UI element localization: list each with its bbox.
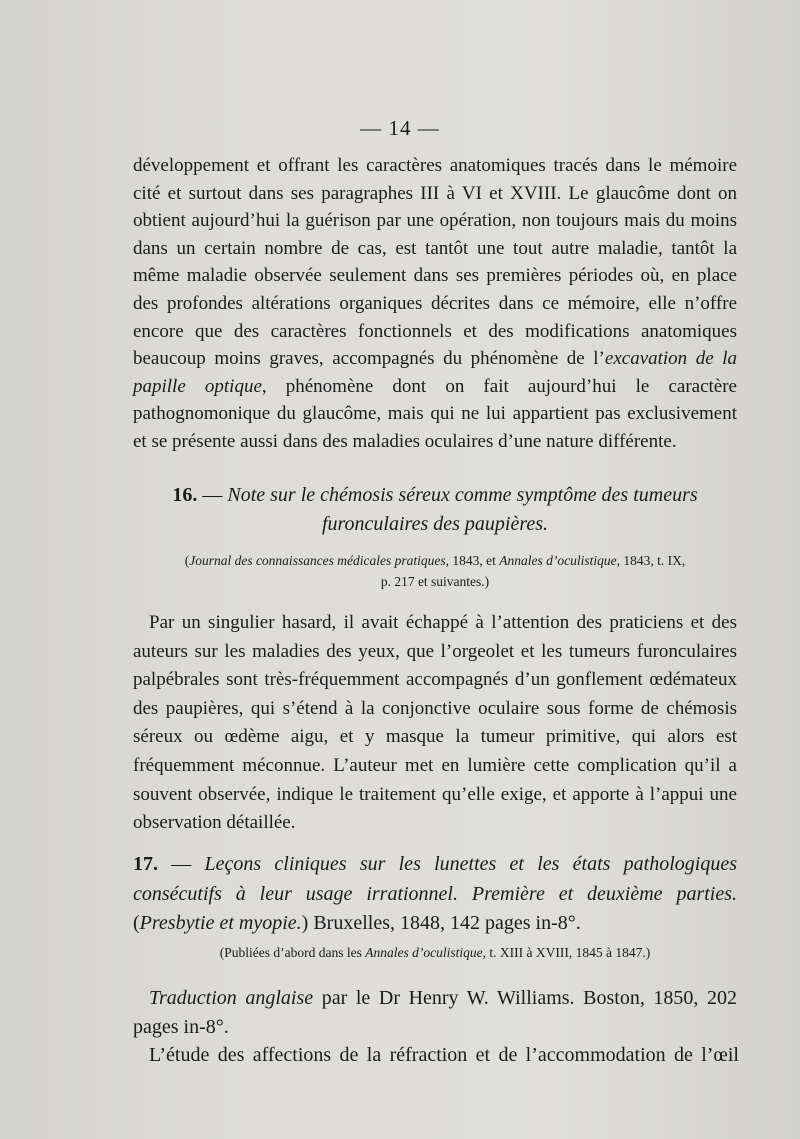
entry-16-line1: [133, 481, 737, 510]
entry-16-reference-pages: p. 217 et suivantes.): [380, 574, 490, 589]
entry-17: 17. — Leçons cliniques sur les lunettes et les états pathologiques consécutifs à leur usage irrationnel. Première et deuxième parties. (Presbytie et myopie.) Bruxelles, 1848, 142 pages in-8°.: [133, 853, 737, 934]
translation-label: Traduction anglaise: [149, 987, 314, 1009]
paragraph-chemosis: Par un singulier hasard, il avait échappé à l’attention des praticiens et des auteurs sur les maladies des yeux, que l’orgeolet et les tumeurs furonculaires palpébrales sont très-fréquemment accompagnés d’un gonflement œdémateux des paupières, qui s’étend à la conjonctive oculaire sous forme de chémosis séreux ou œdème aigu, et y masque la tumeur primitive, qui alors est fréquemment méconnue. L’auteur met en lumière cette complication qu’il a souvent observée, indique le traitement qu’elle exige, et apporte à l’appui une observation détaillée.: [133, 612, 737, 834]
italic-term: excavation de la papille optique: [133, 348, 737, 397]
entry-16-title-line2: furonculaires des paupières.: [321, 513, 549, 535]
entry-16-dash: —: [197, 484, 228, 506]
paragraph-text-1: développement et offrant les caractères anatomiques tracés dans le mémoire cité et surtout dans ses paragraphes III à VI et XVIII. Le glaucôme dont on obtient aujourd’hui la guérison par une opération, non toujours mais du moins dans un certain nombre de cas, est tantôt une tout autre maladie, tantôt la même maladie observée seulement dans ses premières périodes où, en place des profondes altérations organiques décrites dans ce mémoire, elle n’offre encore que des caractères fonctionnels et des modifications anatomiques beaucoup moins graves, accompagnés du phénomène de l’: [133, 155, 737, 370]
continuation-line: L’étude des affections de la réfraction et de l’accommodation de l’œil: [149, 1044, 739, 1066]
entry-16-title: [133, 481, 737, 539]
entry-16-reference: (Journal des connaissances médicales pratiques, 1843, et Annales d’oculistique, 1843, t. IX, p. 217 et suivantes.): [133, 550, 737, 592]
entry-17-title: Leçons cliniques sur les lunettes et les états pathologiques consécutifs à leur usage irrationnel. Première et deuxième parties.: [133, 853, 737, 905]
entry-16-line2: [133, 510, 737, 539]
translation-details: par le Dr Henry W. Williams. Boston, 1850, 202 pages in-8°.: [133, 987, 737, 1038]
journal-title-3: Annales d’oculistique: [365, 945, 483, 960]
entry-17-reference: (Publiées d’abord dans les Annales d’oculistique, t. XIII à XVIII, 1845 à 1847.): [219, 945, 651, 960]
journal-title-1: Journal des connaissances médicales pratiques: [189, 553, 446, 568]
entry-17-number: 17.: [133, 853, 158, 875]
paragraph-text-2: , phénomène dont on fait aujourd’hui le caractère pathognomonique du glaucôme, mais qui ne lui appartient pas exclusivement et se présente aussi dans des maladies oculaires d’une nature différente.: [133, 375, 737, 452]
page-number: — 14 —: [360, 116, 440, 140]
entry-17-publication: Bruxelles, 1848, 142 pages in-8°.: [308, 912, 581, 934]
entry-16-title-line1: Note sur le chémosis séreux comme symptôme des tumeurs: [227, 484, 698, 506]
journal-title-2: Annales d’oculistique: [499, 553, 617, 568]
entry-17-subtitle: Presbytie et myopie.: [139, 912, 302, 934]
translation-note: [133, 984, 737, 1042]
entry-16-number: 16.: [172, 484, 198, 506]
paragraph-glaucoma: [133, 152, 737, 456]
